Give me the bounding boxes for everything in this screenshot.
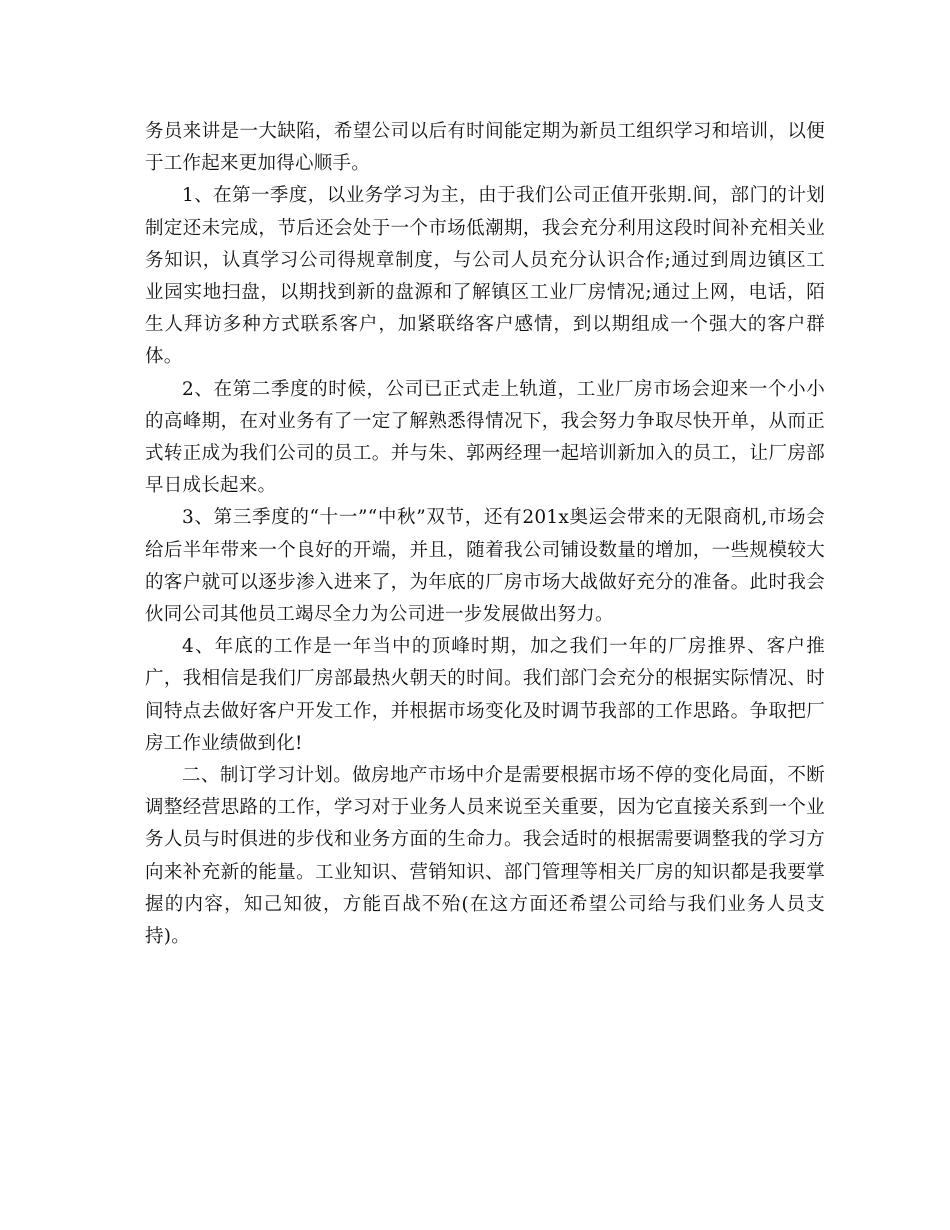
paragraph-q3-plan: 3、第三季度的“十一”“中秋”双节，还有201x奥运会带来的无限商机,市场会给后半年带来一个良好的开端，并且，随着我公司铺设数量的增加，一些规模较大的客户就可以逐步渗入进来了，为年底的厂房市场大战做好充分的准备。此时我会伙同公司其他员工竭尽全力为公司进一步发展做出努力。 [145, 507, 825, 626]
paragraph-q2-plan: 2、在第二季度的时候，公司已正式走上轨道，工业厂房市场会迎来一个小小的高峰期，在对业务有了一定了解熟悉得情况下，我会努力争取尽快开单，从而正式转正成为我们公司的员工。并与朱、郭两经理一起培训新加入的员工，让厂房部早日成长起来。 [145, 378, 825, 497]
paragraph-study-plan: 二、制订学习计划。做房地产市场中介是需要根据市场不停的变化局面，不断调整经营思路的工作，学习对于业务人员来说至关重要，因为它直接关系到一个业务人员与时俱进的步伐和业务方面的生命力。我会适时的根据需要调整我的学习方向来补充新的能量。工业知识、营销知识、部门管理等相关厂房的知识都是我要掌握的内容，知己知彼，方能百战不殆(在这方面还希望公司给与我们业务人员支持)。 [145, 765, 825, 948]
document-body [145, 116, 825, 953]
paragraph-q1-plan: 1、在第一季度，以业务学习为主，由于我们公司正值开张期.间，部门的计划制定还未完成，节后还会处于一个市场低潮期，我会充分利用这段时间补充相关业务知识，认真学习公司得规章制度，与公司人员充分认识合作;通过到周边镇区工业园实地扫盘，以期找到新的盘源和了解镇区工业厂房情况;通过上网，电话，陌生人拜访多种方式联系客户，加紧联络客户感情，到以期组成一个强大的客户群体。 [145, 185, 825, 368]
paragraph-year-end-plan: 4、年底的工作是一年当中的顶峰时期，加之我们一年的厂房推界、客户推广，我相信是我们厂房部最热火朝天的时间。我们部门会充分的根据实际情况、时间特点去做好客户开发工作，并根据市场变化及时调节我部的工作思路。争取把厂房工作业绩做到化! [145, 636, 825, 754]
paragraph-continuation: 务员来讲是一大缺陷，希望公司以后有时间能定期为新员工组织学习和培训，以便于工作起来更加得心顺手。 [145, 121, 825, 175]
